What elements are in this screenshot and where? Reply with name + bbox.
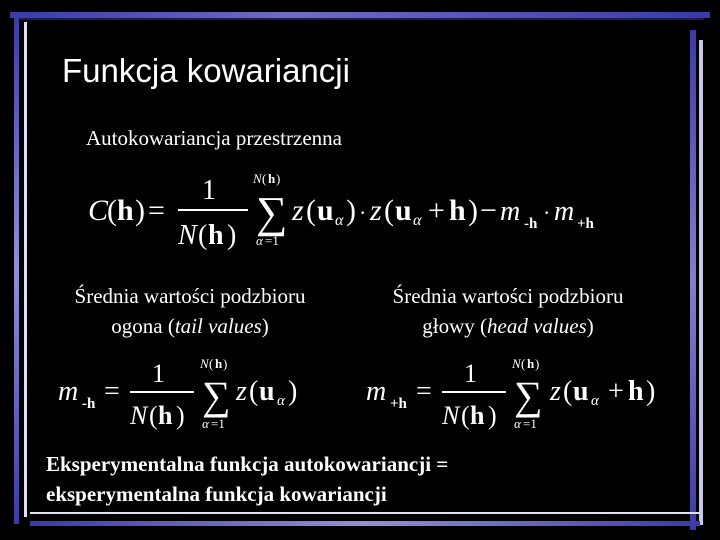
svg-text:1: 1 [202, 175, 216, 206]
svg-text:α: α [514, 416, 521, 431]
tail-caption-line2: ogona (tail values) [111, 314, 269, 338]
frame-left-bar [14, 14, 19, 524]
frame-right-accent [699, 40, 703, 525]
svg-text:+h: +h [577, 216, 594, 232]
svg-text:): ) [276, 171, 281, 186]
svg-text:+h: +h [390, 396, 407, 412]
head-values-caption [358, 281, 658, 341]
svg-text:N: N [512, 356, 521, 371]
tail-values-caption [40, 281, 340, 341]
svg-text:h: h [268, 171, 276, 186]
svg-text:): ) [223, 356, 228, 371]
svg-text:h: h [527, 356, 535, 371]
svg-text:−: − [480, 194, 497, 227]
svg-text:(: ( [198, 220, 208, 251]
svg-text:z: z [550, 376, 561, 407]
svg-text:α: α [256, 233, 263, 248]
tail-mean-formula [52, 352, 332, 437]
svg-text:): ) [227, 220, 237, 251]
frame-bottom-accent [30, 512, 700, 514]
svg-text:m: m [366, 376, 387, 407]
svg-text:h: h [208, 220, 224, 251]
head-mean-formula [360, 352, 690, 437]
svg-text:h: h [215, 356, 223, 371]
svg-text:(: ( [249, 376, 259, 407]
tail-caption-line1: Średnia wartości podzbioru [74, 284, 306, 308]
svg-text:(: ( [563, 376, 573, 407]
svg-text:m: m [58, 376, 79, 407]
frame-top-accent [14, 18, 704, 20]
slide-subtitle: Autokowariancja przestrzenna [86, 126, 342, 150]
frame-bottom-bar [30, 521, 700, 526]
svg-text:-h: -h [82, 396, 96, 412]
svg-text:): ) [176, 401, 185, 430]
svg-text:α: α [277, 393, 285, 409]
svg-text:z: z [370, 194, 382, 227]
svg-text:·: · [543, 200, 551, 225]
svg-text:(: ( [209, 356, 214, 371]
svg-text:): ) [646, 376, 656, 407]
svg-text:=1: =1 [211, 416, 225, 431]
svg-text:α: α [413, 212, 422, 229]
svg-text:=1: =1 [523, 416, 537, 431]
svg-text:=: = [148, 194, 165, 227]
svg-text:=1: =1 [265, 233, 279, 248]
slide-title: Funkcja kowariancji [62, 52, 350, 89]
conclusion-text [46, 449, 448, 509]
svg-text:): ) [288, 376, 298, 407]
svg-text:(: ( [262, 171, 267, 186]
svg-text:∑: ∑ [256, 188, 288, 237]
svg-text:∑: ∑ [202, 373, 231, 418]
svg-text:): ) [135, 194, 145, 227]
svg-text:z: z [236, 376, 247, 407]
covariance-formula [80, 165, 640, 255]
svg-text:u: u [573, 376, 589, 407]
svg-text:·: · [359, 200, 367, 225]
svg-text:): ) [535, 356, 540, 371]
svg-text:u: u [395, 194, 412, 227]
svg-text:h: h [470, 401, 485, 430]
svg-text:α: α [202, 416, 209, 431]
conclusion-line2: eksperymentalna funkcja kowariancji [46, 482, 387, 506]
svg-text:(: ( [521, 356, 526, 371]
svg-text:α: α [591, 393, 599, 409]
frame-right-bar [690, 30, 696, 530]
svg-text:m: m [500, 196, 521, 227]
svg-text:(: ( [384, 194, 394, 227]
svg-text:N: N [200, 356, 209, 371]
svg-text:h: h [158, 401, 173, 430]
frame-left-accent [24, 22, 27, 517]
svg-text:+: + [608, 376, 624, 407]
svg-text:h: h [117, 194, 134, 227]
svg-text:C: C [88, 194, 109, 227]
svg-text:h: h [628, 376, 644, 407]
svg-text:): ) [488, 401, 497, 430]
svg-text:h: h [449, 194, 466, 227]
svg-text:z: z [292, 194, 304, 227]
svg-text:N: N [442, 401, 460, 430]
svg-text:u: u [259, 376, 275, 407]
conclusion-line1: Eksperymentalna funkcja autokowariancji = [46, 452, 449, 476]
svg-text:u: u [317, 194, 334, 227]
svg-text:+: + [428, 194, 445, 227]
svg-text:(: ( [107, 194, 117, 227]
svg-text:): ) [468, 194, 478, 227]
svg-text:N: N [253, 171, 262, 186]
head-caption-line2: głowy (head values) [422, 314, 594, 338]
svg-text:): ) [346, 194, 356, 227]
svg-text:=: = [104, 376, 120, 407]
svg-text:N: N [130, 401, 148, 430]
svg-text:(: ( [149, 401, 158, 430]
svg-text:N: N [178, 220, 197, 251]
svg-text:α: α [335, 212, 344, 229]
svg-text:m: m [554, 196, 575, 227]
svg-text:∑: ∑ [514, 373, 543, 418]
svg-text:(: ( [461, 401, 470, 430]
svg-text:1: 1 [464, 359, 477, 388]
svg-text:-h: -h [524, 216, 538, 232]
svg-text:(: ( [306, 194, 316, 227]
head-caption-line1: Średnia wartości podzbioru [392, 284, 624, 308]
svg-text:1: 1 [152, 359, 165, 388]
svg-text:=: = [416, 376, 432, 407]
